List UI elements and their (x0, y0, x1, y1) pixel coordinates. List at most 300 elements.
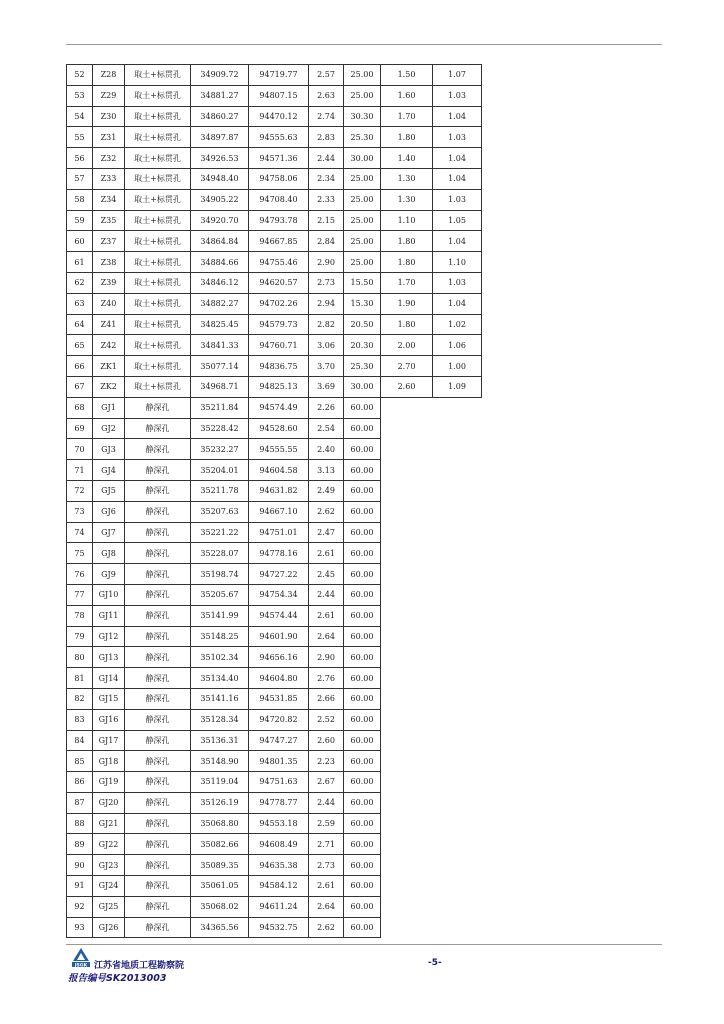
table-cell: GJ4 (93, 460, 125, 481)
table-row (67, 709, 482, 730)
table-cell: 取土+标贯孔 (125, 356, 191, 377)
table-cell: 94755.46 (249, 252, 309, 273)
table-cell: 2.61 (309, 543, 344, 564)
table-cell: ZK2 (93, 376, 125, 397)
table-cell: 85 (67, 751, 93, 772)
table-row (67, 730, 482, 751)
table-row (67, 418, 482, 439)
table-cell: 60.00 (344, 480, 381, 501)
table-cell: 60.00 (344, 813, 381, 834)
table-cell: 94574.44 (249, 605, 309, 626)
table-cell: GJ5 (93, 480, 125, 501)
table-cell: 静深孔 (125, 688, 191, 709)
table-cell: 94747.27 (249, 730, 309, 751)
table-cell (433, 896, 482, 917)
table-row (67, 522, 482, 543)
table-row (67, 272, 482, 293)
table-cell (433, 813, 482, 834)
table-cell: 2.40 (309, 439, 344, 460)
table-cell: Z33 (93, 168, 125, 189)
table-cell: 3.69 (309, 376, 344, 397)
table-cell: 1.40 (381, 148, 433, 169)
table-cell: 35207.63 (191, 501, 249, 522)
table-cell (381, 688, 433, 709)
table-cell: 2.71 (309, 834, 344, 855)
table-cell: 68 (67, 397, 93, 418)
table-cell: 60.00 (344, 605, 381, 626)
table-cell: 2.74 (309, 106, 344, 127)
table-row (67, 813, 482, 834)
table-cell: 取土+标贯孔 (125, 85, 191, 106)
table-cell: 35228.07 (191, 543, 249, 564)
table-cell (381, 647, 433, 668)
table-cell: 35198.74 (191, 564, 249, 585)
table-cell: 93 (67, 917, 93, 938)
table-cell: 94760.71 (249, 335, 309, 356)
table-cell (433, 917, 482, 938)
table-cell: 35232.27 (191, 439, 249, 460)
table-cell: 2.15 (309, 210, 344, 231)
table-cell (381, 772, 433, 793)
table-cell (433, 564, 482, 585)
table-cell: 34920.70 (191, 210, 249, 231)
table-cell: 取土+标贯孔 (125, 148, 191, 169)
table-cell: 1.03 (433, 127, 482, 148)
table-cell (433, 688, 482, 709)
table-cell (433, 418, 482, 439)
table-cell: GJ9 (93, 564, 125, 585)
table-cell: Z40 (93, 293, 125, 314)
table-cell: 94571.36 (249, 148, 309, 169)
table-cell (381, 917, 433, 938)
table-cell: 60.00 (344, 501, 381, 522)
table-cell: 60.00 (344, 834, 381, 855)
table-cell: GJ22 (93, 834, 125, 855)
table-cell: 1.05 (433, 210, 482, 231)
table-cell: 34825.45 (191, 314, 249, 335)
table-row (67, 876, 482, 897)
table-cell: 94727.22 (249, 564, 309, 585)
table-cell (381, 668, 433, 689)
table-cell: 78 (67, 605, 93, 626)
table-cell: 2.90 (309, 647, 344, 668)
table-row (67, 189, 482, 210)
table-cell: GJ7 (93, 522, 125, 543)
table-cell: GJ11 (93, 605, 125, 626)
table-cell: Z38 (93, 252, 125, 273)
table-cell (381, 418, 433, 439)
table-cell (381, 460, 433, 481)
table-cell (433, 792, 482, 813)
table-cell: 34909.72 (191, 65, 249, 86)
table-cell: 静深孔 (125, 896, 191, 917)
table-cell: 静深孔 (125, 501, 191, 522)
table-cell: 60.00 (344, 460, 381, 481)
table-cell: 静深孔 (125, 397, 191, 418)
table-cell: 2.63 (309, 85, 344, 106)
table-cell: 81 (67, 668, 93, 689)
header-rule (66, 44, 662, 45)
table-row (67, 168, 482, 189)
table-cell: 25.00 (344, 168, 381, 189)
table-cell: 73 (67, 501, 93, 522)
table-cell (381, 397, 433, 418)
table-cell: 83 (67, 709, 93, 730)
table-row (67, 314, 482, 335)
table-cell: 2.49 (309, 480, 344, 501)
table-cell: 20.30 (344, 335, 381, 356)
table-cell: 静深孔 (125, 522, 191, 543)
table-cell: 25.00 (344, 189, 381, 210)
table-cell: 94555.63 (249, 127, 309, 148)
table-cell: 2.44 (309, 792, 344, 813)
table-cell: 94635.38 (249, 855, 309, 876)
table-cell: Z29 (93, 85, 125, 106)
table-cell: 35082.66 (191, 834, 249, 855)
table-cell: 60.00 (344, 896, 381, 917)
table-cell: 静深孔 (125, 626, 191, 647)
table-row (67, 460, 482, 481)
table-cell: 3.70 (309, 356, 344, 377)
table-cell: Z39 (93, 272, 125, 293)
table-row (67, 543, 482, 564)
table-cell (381, 876, 433, 897)
table-cell: 35061.05 (191, 876, 249, 897)
table-cell: 1.03 (433, 272, 482, 293)
table-cell (381, 605, 433, 626)
table-cell (433, 855, 482, 876)
table-cell: 84 (67, 730, 93, 751)
table-cell (381, 501, 433, 522)
table-cell: 35228.42 (191, 418, 249, 439)
table-cell: 1.06 (433, 335, 482, 356)
table-cell: 15.30 (344, 293, 381, 314)
table-cell: 79 (67, 626, 93, 647)
table-cell: 35141.99 (191, 605, 249, 626)
table-cell (433, 501, 482, 522)
table-row (67, 792, 482, 813)
table-cell: 60.00 (344, 397, 381, 418)
table-row (67, 356, 482, 377)
table-cell: 2.61 (309, 605, 344, 626)
table-cell: Z28 (93, 65, 125, 86)
table-cell: 2.47 (309, 522, 344, 543)
table-cell: 94801.35 (249, 751, 309, 772)
table-cell: 取土+标贯孔 (125, 252, 191, 273)
table-cell: 60.00 (344, 522, 381, 543)
table-cell: 1.80 (381, 231, 433, 252)
table-cell: 静深孔 (125, 584, 191, 605)
table-cell: 94555.55 (249, 439, 309, 460)
table-cell: 60.00 (344, 730, 381, 751)
table-cell: 94778.16 (249, 543, 309, 564)
table-cell: 90 (67, 855, 93, 876)
page-number: -5- (428, 958, 442, 968)
table-cell: 25.00 (344, 65, 381, 86)
table-cell: 58 (67, 189, 93, 210)
table-row (67, 106, 482, 127)
table-cell: 34968.71 (191, 376, 249, 397)
table-cell: 54 (67, 106, 93, 127)
table-cell: 34948.40 (191, 168, 249, 189)
table-cell: 35089.35 (191, 855, 249, 876)
table-cell: 1.04 (433, 293, 482, 314)
table-cell: GJ12 (93, 626, 125, 647)
table-cell: 60.00 (344, 876, 381, 897)
table-cell: 静深孔 (125, 876, 191, 897)
table-cell: 1.60 (381, 85, 433, 106)
table-cell: 87 (67, 792, 93, 813)
table-cell: 34884.66 (191, 252, 249, 273)
table-cell (381, 792, 433, 813)
table-row (67, 751, 482, 772)
table-cell: 94620.57 (249, 272, 309, 293)
table-cell: 52 (67, 65, 93, 86)
table-cell: 25.00 (344, 85, 381, 106)
table-cell: 94584.12 (249, 876, 309, 897)
table-cell: 60.00 (344, 709, 381, 730)
table-cell (433, 543, 482, 564)
table-cell: 取土+标贯孔 (125, 168, 191, 189)
table-cell: 94470.12 (249, 106, 309, 127)
table-cell: 静深孔 (125, 439, 191, 460)
table-cell: 35205.67 (191, 584, 249, 605)
table-cell: 60.00 (344, 668, 381, 689)
table-cell: Z31 (93, 127, 125, 148)
table-cell: 34882.27 (191, 293, 249, 314)
table-row (67, 210, 482, 231)
table-cell: 66 (67, 356, 93, 377)
table-cell (433, 751, 482, 772)
table-cell: Z37 (93, 231, 125, 252)
table-cell: 94579.73 (249, 314, 309, 335)
table-row (67, 564, 482, 585)
table-cell: 1.80 (381, 314, 433, 335)
table-cell: 静深孔 (125, 543, 191, 564)
table-cell (381, 730, 433, 751)
table-cell: 35148.25 (191, 626, 249, 647)
table-cell: 71 (67, 460, 93, 481)
table-cell: 2.33 (309, 189, 344, 210)
table-cell: 1.30 (381, 189, 433, 210)
table-cell: 2.64 (309, 896, 344, 917)
table-cell: 2.45 (309, 564, 344, 585)
table-cell: 94708.40 (249, 189, 309, 210)
table-row (67, 439, 482, 460)
table-cell (433, 522, 482, 543)
table-row (67, 480, 482, 501)
table-cell: 静深孔 (125, 564, 191, 585)
table-cell: 35211.84 (191, 397, 249, 418)
table-cell: 静深孔 (125, 418, 191, 439)
table-row (67, 252, 482, 273)
table-cell: 60.00 (344, 439, 381, 460)
table-cell: GJ14 (93, 668, 125, 689)
table-cell: 94553.18 (249, 813, 309, 834)
table-cell: 25.00 (344, 210, 381, 231)
table-cell: 取土+标贯孔 (125, 106, 191, 127)
table-cell: 60.00 (344, 792, 381, 813)
table-row (67, 127, 482, 148)
table-cell: 25.00 (344, 252, 381, 273)
table-cell: 72 (67, 480, 93, 501)
table-cell: 2.00 (381, 335, 433, 356)
table-cell: 静深孔 (125, 480, 191, 501)
table-cell: 取土+标贯孔 (125, 293, 191, 314)
table-cell: 60.00 (344, 647, 381, 668)
table-cell: 94702.26 (249, 293, 309, 314)
table-cell: 94751.63 (249, 772, 309, 793)
table-cell: Z30 (93, 106, 125, 127)
table-cell: 74 (67, 522, 93, 543)
table-cell: 35068.80 (191, 813, 249, 834)
table-cell: Z34 (93, 189, 125, 210)
organization-name: 江苏省地质工程勘察院 (94, 961, 185, 971)
table-cell: 34881.27 (191, 85, 249, 106)
table-row (67, 65, 482, 86)
report-number: 报告编号SK2013003 (68, 973, 167, 984)
table-cell: GJ10 (93, 584, 125, 605)
table-cell: GJ16 (93, 709, 125, 730)
table-cell (381, 522, 433, 543)
table-cell: GJ24 (93, 876, 125, 897)
table-cell (433, 647, 482, 668)
table-cell (433, 730, 482, 751)
table-cell: 取土+标贯孔 (125, 65, 191, 86)
table-cell: 35134.40 (191, 668, 249, 689)
table-cell: 60.00 (344, 543, 381, 564)
table-cell: 60.00 (344, 917, 381, 938)
table-row (67, 293, 482, 314)
table-cell: 35068.02 (191, 896, 249, 917)
table-cell: 94719.77 (249, 65, 309, 86)
table-cell: 35136.31 (191, 730, 249, 751)
table-cell: 94793.78 (249, 210, 309, 231)
table-cell: 2.44 (309, 584, 344, 605)
table-cell: 2.64 (309, 626, 344, 647)
table-cell: 静深孔 (125, 772, 191, 793)
table-cell: Z32 (93, 148, 125, 169)
table-cell (433, 397, 482, 418)
table-cell: 2.52 (309, 709, 344, 730)
table-row (67, 85, 482, 106)
table-cell: 65 (67, 335, 93, 356)
table-cell (381, 751, 433, 772)
table-cell (381, 564, 433, 585)
table-cell (433, 605, 482, 626)
table-cell: GJ2 (93, 418, 125, 439)
table-cell: 64 (67, 314, 93, 335)
table-cell: 1.80 (381, 127, 433, 148)
table-cell: 1.10 (381, 210, 433, 231)
table-cell: 89 (67, 834, 93, 855)
table-cell: 静深孔 (125, 813, 191, 834)
table-row (67, 231, 482, 252)
table-cell: 2.23 (309, 751, 344, 772)
table-cell: 1.30 (381, 168, 433, 189)
table-cell: 76 (67, 564, 93, 585)
table-cell (433, 460, 482, 481)
table-cell: 94631.82 (249, 480, 309, 501)
table-cell: 1.10 (433, 252, 482, 273)
table-cell: Z42 (93, 335, 125, 356)
table-cell: 94751.01 (249, 522, 309, 543)
table-cell: 1.03 (433, 85, 482, 106)
table-cell: 35148.90 (191, 751, 249, 772)
table-cell: 取土+标贯孔 (125, 189, 191, 210)
table-cell: 88 (67, 813, 93, 834)
table-cell: 34846.12 (191, 272, 249, 293)
table-cell: 1.70 (381, 272, 433, 293)
table-cell: 69 (67, 418, 93, 439)
table-cell: 35221.22 (191, 522, 249, 543)
table-row (67, 376, 482, 397)
table-cell: GJ17 (93, 730, 125, 751)
table-row (67, 397, 482, 418)
table-cell (381, 855, 433, 876)
table-cell: 静深孔 (125, 855, 191, 876)
footer-rule (66, 944, 662, 945)
table-cell: 25.30 (344, 356, 381, 377)
table-cell: Z41 (93, 314, 125, 335)
table-cell: GJ18 (93, 751, 125, 772)
borehole-table (66, 64, 482, 938)
table-cell: 56 (67, 148, 93, 169)
table-row (67, 668, 482, 689)
table-cell: GJ26 (93, 917, 125, 938)
table-cell: 35077.14 (191, 356, 249, 377)
table-cell (381, 543, 433, 564)
table-cell: 1.04 (433, 168, 482, 189)
table-cell: GJ3 (93, 439, 125, 460)
table-cell: 94667.85 (249, 231, 309, 252)
table-cell: 94754.34 (249, 584, 309, 605)
table-cell: 82 (67, 688, 93, 709)
table-cell: 34897.87 (191, 127, 249, 148)
table-cell: 2.61 (309, 876, 344, 897)
table-cell: 1.90 (381, 293, 433, 314)
table-cell: 静深孔 (125, 792, 191, 813)
table-cell: 77 (67, 584, 93, 605)
table-row (67, 772, 482, 793)
table-row (67, 896, 482, 917)
table-cell: 取土+标贯孔 (125, 376, 191, 397)
table-cell: 60.00 (344, 418, 381, 439)
table-row (67, 626, 482, 647)
table-cell: 2.94 (309, 293, 344, 314)
table-cell: 35126.19 (191, 792, 249, 813)
table-cell: 1.80 (381, 252, 433, 273)
table-cell: 2.70 (381, 356, 433, 377)
table-cell: 2.82 (309, 314, 344, 335)
table-cell: 2.54 (309, 418, 344, 439)
table-cell: 2.26 (309, 397, 344, 418)
table-cell: 30.00 (344, 376, 381, 397)
table-cell: 2.60 (381, 376, 433, 397)
table-cell: 59 (67, 210, 93, 231)
table-cell: 2.62 (309, 501, 344, 522)
table-cell: 34905.22 (191, 189, 249, 210)
table-cell: 60.00 (344, 855, 381, 876)
table-cell: 2.62 (309, 917, 344, 938)
table-cell: 2.34 (309, 168, 344, 189)
table-cell: 静深孔 (125, 709, 191, 730)
table-cell: 1.04 (433, 231, 482, 252)
table-cell: 2.90 (309, 252, 344, 273)
table-cell: 取土+标贯孔 (125, 210, 191, 231)
table-cell (433, 709, 482, 730)
table-cell: 94656.16 (249, 647, 309, 668)
